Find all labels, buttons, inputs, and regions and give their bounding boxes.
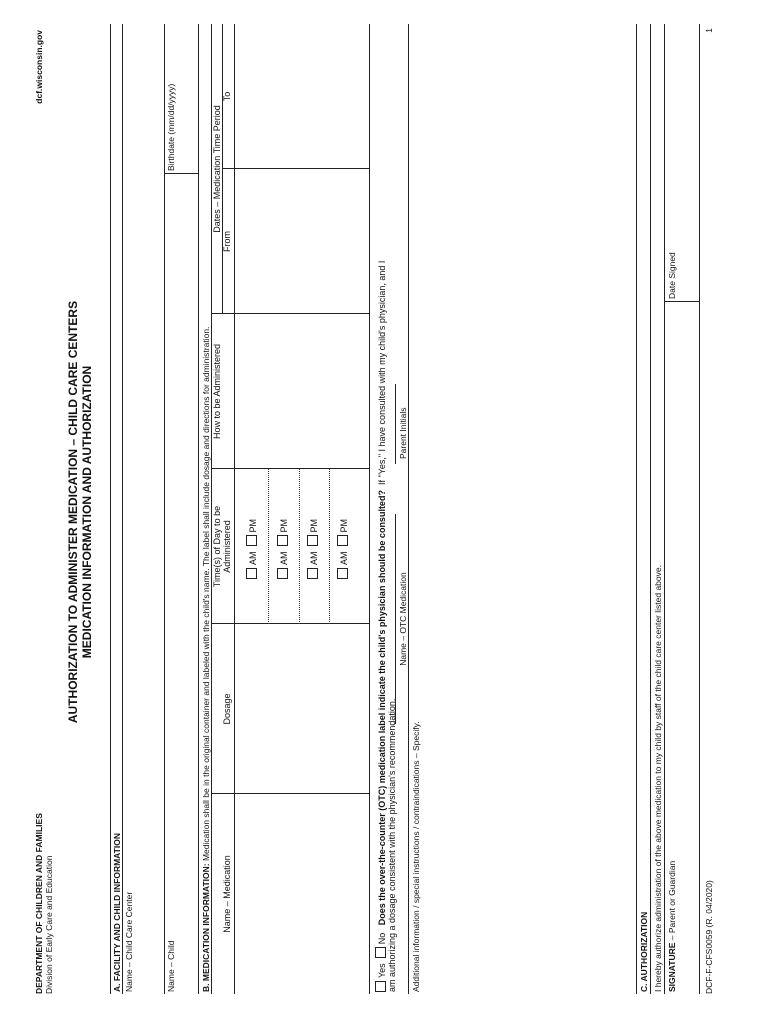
parent-initials-label: Parent Initials	[398, 407, 408, 459]
form-number: DCF-F-CFS0059 (R. 04/2020)	[704, 880, 714, 994]
col-divider-from-to	[222, 168, 369, 169]
time-row-3	[307, 519, 319, 579]
section-b-heading-text: Medication shall be in the original container and labeled with the child's name. The label shall include dosage and directions for administration.	[201, 326, 211, 862]
signature-top-rule	[664, 24, 665, 994]
division-name: Division of Early Care and Education	[44, 855, 54, 994]
date-signed-field[interactable]	[677, 24, 699, 301]
additional-info-rule	[408, 24, 409, 994]
col-header-how: How to be Administered	[212, 343, 222, 440]
signature-bottom-rule	[699, 24, 700, 994]
birthdate-label: Birthdate (mm/dd/yyyy)	[166, 83, 176, 171]
website-link[interactable]: dcf.wisconsin.gov	[34, 30, 44, 104]
am-checkbox-3[interactable]	[307, 568, 318, 579]
otc-yes-label: Yes	[377, 963, 387, 978]
otc-yes-checkbox[interactable]	[375, 981, 386, 992]
birthdate-field[interactable]	[176, 24, 198, 173]
page-number: 1	[704, 28, 714, 33]
col-header-dates: Dates – Medication Time Period	[212, 105, 222, 233]
section-a-mid-rule	[164, 24, 165, 994]
otc-consult-text: If "Yes," I have consulted with my child's physician, and I	[377, 260, 387, 486]
table-bottom-rule	[369, 24, 370, 994]
child-care-center-label: Name – Child Care Center	[124, 891, 134, 992]
child-care-center-field[interactable]	[134, 24, 164, 994]
am-label-3: AM	[309, 551, 319, 565]
signature-label-bold: SIGNATURE	[667, 942, 677, 992]
time-row-2	[277, 519, 289, 579]
signature-field[interactable]	[677, 304, 699, 994]
pm-label-2: PM	[279, 518, 289, 533]
pm-label-1: PM	[248, 518, 258, 533]
section-b-heading	[201, 327, 211, 992]
form-subtitle: MEDICATION INFORMATION AND AUTHORIZATION	[80, 365, 94, 659]
time-row-1	[246, 519, 258, 579]
department-name: DEPARTMENT OF CHILDREN AND FAMILIES	[34, 813, 44, 994]
time-row-divider-1	[268, 469, 269, 624]
pm-label-4: PM	[339, 518, 349, 533]
child-name-label: Name – Child	[166, 940, 176, 992]
date-signed-label: Date Signed	[667, 252, 677, 299]
section-b-top-rule	[198, 24, 199, 994]
parent-initials-field[interactable]	[383, 384, 395, 464]
otc-consult-text-2: am authorizing a dosage consistent with the physician's recommendation.	[387, 698, 397, 992]
otc-no-checkbox[interactable]	[375, 947, 386, 958]
otc-question: Does the over-the-counter (OTC) medication label indicate the child's physician should be consulted?	[377, 490, 387, 926]
pm-checkbox-2[interactable]	[277, 535, 288, 546]
section-a-heading: A. FACILITY AND CHILD INFORMATION	[112, 833, 122, 992]
date-signed-divider	[664, 301, 699, 302]
col-header-medication: Name – Medication	[222, 855, 232, 933]
time-row-4	[337, 519, 349, 579]
pm-checkbox-4[interactable]	[337, 535, 348, 546]
am-label-2: AM	[279, 551, 289, 565]
additional-info-label: Additional information / special instructions / contraindications – Specify.	[411, 721, 421, 992]
otc-medication-name-field[interactable]	[383, 514, 395, 724]
form-title: AUTHORIZATION TO ADMINISTER MEDICATION – CHILD CARE CENTERS	[66, 300, 80, 724]
parent-initials-rule	[395, 384, 396, 464]
am-checkbox-1[interactable]	[246, 568, 257, 579]
authorization-statement: I hereby authorize administration of the above medication to my child by staff of the child care center listed above.	[653, 565, 663, 992]
otc-name-rule	[395, 514, 396, 724]
section-c-heading-rule	[650, 24, 651, 994]
col-header-from: From	[222, 231, 232, 252]
am-checkbox-4[interactable]	[337, 568, 348, 579]
section-c-heading: C. AUTHORIZATION	[639, 911, 649, 992]
otc-name-label: Name – OTC Medication	[398, 572, 408, 666]
time-row-divider-3	[329, 469, 330, 624]
pm-checkbox-3[interactable]	[307, 535, 318, 546]
col-header-dosage: Dosage	[222, 693, 232, 725]
am-label-4: AM	[339, 551, 349, 565]
section-c-top-rule	[636, 24, 637, 994]
child-name-field[interactable]	[176, 174, 198, 994]
am-checkbox-2[interactable]	[277, 568, 288, 579]
otc-no-label: No	[377, 932, 387, 945]
section-b-heading-bold: B. MEDICATION INFORMATION:	[201, 863, 211, 992]
section-a-top-rule	[110, 24, 111, 994]
section-a-heading-rule	[122, 24, 123, 994]
pm-checkbox-1[interactable]	[246, 535, 257, 546]
pm-label-3: PM	[309, 518, 319, 533]
table-header-rule	[234, 24, 235, 994]
col-header-to: To	[222, 91, 232, 102]
time-row-divider-2	[299, 469, 300, 624]
birthdate-divider	[164, 173, 198, 174]
col-header-times: Time(s) of Day to be Administered	[212, 505, 232, 588]
signature-label-text: – Parent or Guardian	[667, 860, 677, 943]
signature-label	[667, 861, 677, 992]
am-label-1: AM	[248, 551, 258, 565]
additional-info-field[interactable]	[421, 24, 621, 994]
